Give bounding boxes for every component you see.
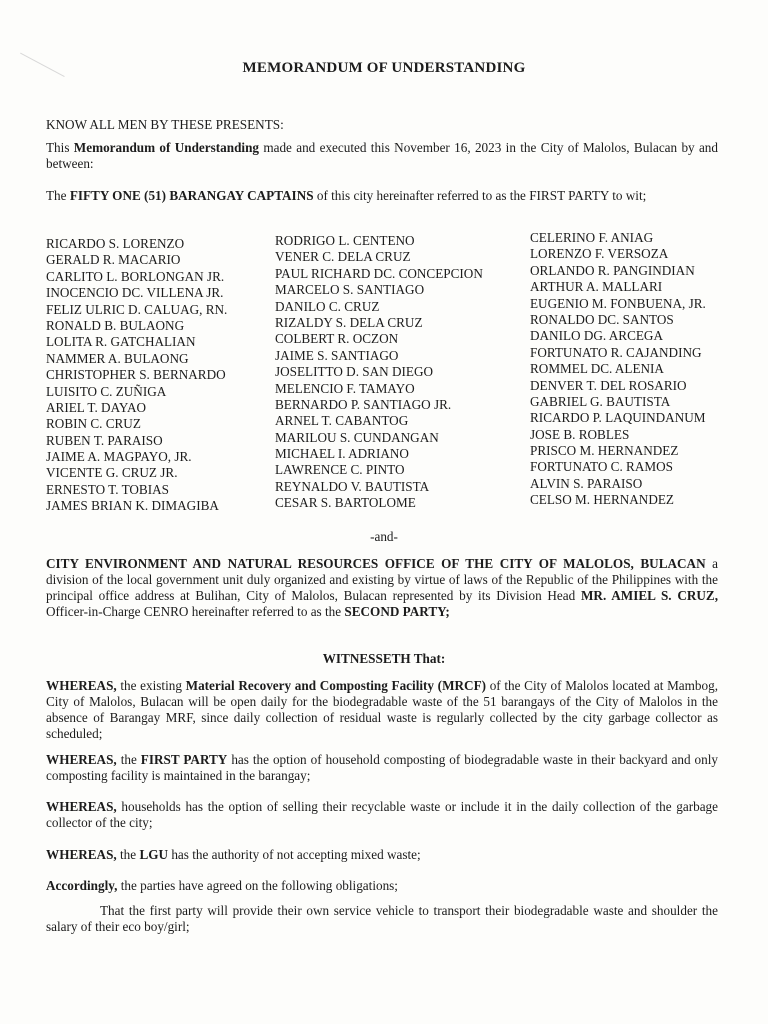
captain-name: ALVIN S. PARAISO <box>530 475 643 491</box>
captain-name: CELERINO F. ANIAG <box>530 230 654 245</box>
captain-name: GABRIEL G. BAUTISTA <box>530 393 671 409</box>
captain-name: RICARDO P. LAQUINDANUM <box>530 410 706 426</box>
captain-name: BERNARDO P. SANTIAGO JR. <box>275 396 452 412</box>
text: made and executed this November 16, 2023 in the City of Malolos, Bulacan by and between: <box>46 140 718 171</box>
paragraph-first-party <box>46 188 718 204</box>
text: of this city hereinafter referred to as the FIRST PARTY to wit; <box>313 188 647 203</box>
captain-name: ARIEL T. DAYAO <box>46 399 147 415</box>
captain-name: DANILO C. CRUZ <box>275 298 380 314</box>
and-separator: -and- <box>370 529 398 544</box>
captain-name: RIZALDY S. DELA CRUZ <box>275 314 423 330</box>
captain-name: ROBIN C. CRUZ <box>46 416 141 432</box>
paragraph-second-party <box>46 556 718 620</box>
captain-name: CARLITO L. BORLONGAN JR. <box>46 268 225 284</box>
captain-name: MARILOU S. CUNDANGAN <box>275 429 439 445</box>
captain-name: ERNESTO T. TOBIAS <box>46 481 169 497</box>
captain-name: RUBEN T. PARAISO <box>46 432 163 448</box>
text: the <box>116 847 140 862</box>
paragraph-parties <box>46 140 718 172</box>
bold-text: WHEREAS, <box>46 678 117 693</box>
captain-name: RICARDO S. LORENZO <box>46 236 185 251</box>
captain-name: ORLANDO R. PANGINDIAN <box>530 262 695 278</box>
captain-name: JAIME S. SANTIAGO <box>275 347 399 363</box>
text: The <box>46 188 70 203</box>
text: the <box>116 752 141 767</box>
captain-name: FORTUNATO R. CAJANDING <box>530 344 702 360</box>
text: of the City of Malolos located at Mambog, City of Malolos, Bulacan will be open daily for the biodegradable waste of the 51 barangays of the City of Malolos in the absence of Barangay MRF, since daily collection of residual waste is regularly collected by the city garbage collector as scheduled; <box>46 678 718 741</box>
captain-name: FELIZ ULRIC D. CALUAG, RN. <box>46 301 228 317</box>
whereas-3 <box>46 799 718 831</box>
captain-name: ROMMEL DC. ALENIA <box>530 361 664 377</box>
captain-name: MARCELO S. SANTIAGO <box>275 282 425 298</box>
captain-name: VENER C. DELA CRUZ <box>275 249 411 265</box>
whereas-4 <box>46 847 718 863</box>
captains-column-2 <box>275 233 483 512</box>
bold-text: MR. AMIEL S. CRUZ, <box>580 588 718 603</box>
bold-text: FIFTY ONE (51) BARANGAY CAPTAINS <box>69 188 314 203</box>
captain-name: CELSO M. HERNANDEZ <box>530 492 674 508</box>
bold-text: LGU <box>139 847 169 862</box>
captain-name: ARNEL T. CABANTOG <box>275 413 409 429</box>
captain-name: CHRISTOPHER S. BERNARDO <box>46 367 226 383</box>
text: has the authority of not accepting mixed waste; <box>168 847 421 862</box>
captain-name: RONALDO DC. SANTOS <box>530 311 674 327</box>
bold-text: WHEREAS, <box>46 847 117 862</box>
captains-column-3 <box>530 230 706 509</box>
accordingly-line <box>46 878 718 894</box>
obligation-1: That the first party will provide their own service vehicle to transport their biodegradable waste and shoulder the salary of their eco boy/girl; <box>46 903 718 934</box>
document-title: MEMORANDUM OF UNDERSTANDING <box>242 60 526 76</box>
captain-name: EUGENIO M. FONBUENA, JR. <box>530 295 706 311</box>
captain-name: NAMMER A. BULAONG <box>46 350 189 366</box>
bold-text: Memorandum of Understanding <box>73 140 260 155</box>
captain-name: FORTUNATO C. RAMOS <box>530 459 673 475</box>
intro-line: KNOW ALL MEN BY THESE PRESENTS: <box>46 117 284 132</box>
whereas-2 <box>46 752 718 784</box>
text: has the option of household composting of biodegradable waste in their backyard and only composting facility is maintained in the barangay; <box>46 752 718 783</box>
captain-name: JOSELITTO D. SAN DIEGO <box>275 364 433 380</box>
text: Officer-in-Charge CENRO hereinafter referred to as the <box>46 604 345 619</box>
captain-name: RONALD B. BULAONG <box>46 317 185 333</box>
captain-name: GERALD R. MACARIO <box>46 252 181 268</box>
captain-name: MELENCIO F. TAMAYO <box>275 380 415 396</box>
captain-name: JAMES BRIAN K. DIMAGIBA <box>46 498 219 514</box>
captain-name: RODRIGO L. CENTENO <box>275 233 415 248</box>
whereas-1 <box>46 678 718 742</box>
bold-text: Material Recovery and Composting Facility (MRCF) <box>185 678 487 693</box>
bold-text: FIRST PARTY <box>140 752 228 767</box>
captain-name: MICHAEL I. ADRIANO <box>275 446 409 462</box>
captain-name: LORENZO F. VERSOZA <box>530 246 669 262</box>
text: the existing <box>116 678 186 693</box>
captain-name: INOCENCIO DC. VILLENA JR. <box>46 285 224 301</box>
captain-name: PAUL RICHARD DC. CONCEPCION <box>275 265 483 281</box>
captain-name: LUISITO C. ZUÑIGA <box>46 383 167 399</box>
captain-name: DENVER T. DEL ROSARIO <box>530 377 687 393</box>
text: the parties have agreed on the following obligations; <box>117 878 398 893</box>
captain-name: DANILO DG. ARCEGA <box>530 328 663 344</box>
bold-text: CITY ENVIRONMENT AND NATURAL RESOURCES OFFICE OF THE CITY OF MALOLOS, BULACAN <box>46 556 706 571</box>
bold-text: WHEREAS, <box>46 799 117 814</box>
text: This <box>46 140 74 155</box>
bold-text: SECOND PARTY; <box>344 604 450 619</box>
bold-text: WHEREAS, <box>46 752 117 767</box>
captain-name: PRISCO M. HERNANDEZ <box>530 443 679 459</box>
captain-name: JAIME A. MAGPAYO, JR. <box>46 449 192 465</box>
captain-name: LOLITA R. GATCHALIAN <box>46 334 196 350</box>
captain-name: CESAR S. BARTOLOME <box>275 495 416 511</box>
bold-text: Accordingly, <box>46 878 118 893</box>
captain-name: VICENTE G. CRUZ JR. <box>46 465 178 481</box>
text: households has the option of selling their recyclable waste or include it in the daily collection of the garbage collector of the city; <box>46 799 718 830</box>
captain-name: COLBERT R. OCZON <box>275 331 399 347</box>
captain-name: ARTHUR A. MALLARI <box>530 279 663 295</box>
witnesseth-heading: WITNESSETH That: <box>322 651 446 666</box>
captain-name: JOSE B. ROBLES <box>530 426 630 442</box>
text: a division of the local government unit duly organized and existing by virtue of laws of the Republic of the Philippines with the principal office address at Bulihan, City of Malolos, Bulacan represented by its Division Head <box>46 556 718 603</box>
captains-column-1 <box>46 236 227 515</box>
captain-name: REYNALDO V. BAUTISTA <box>275 478 430 494</box>
captain-name: LAWRENCE C. PINTO <box>275 462 405 478</box>
